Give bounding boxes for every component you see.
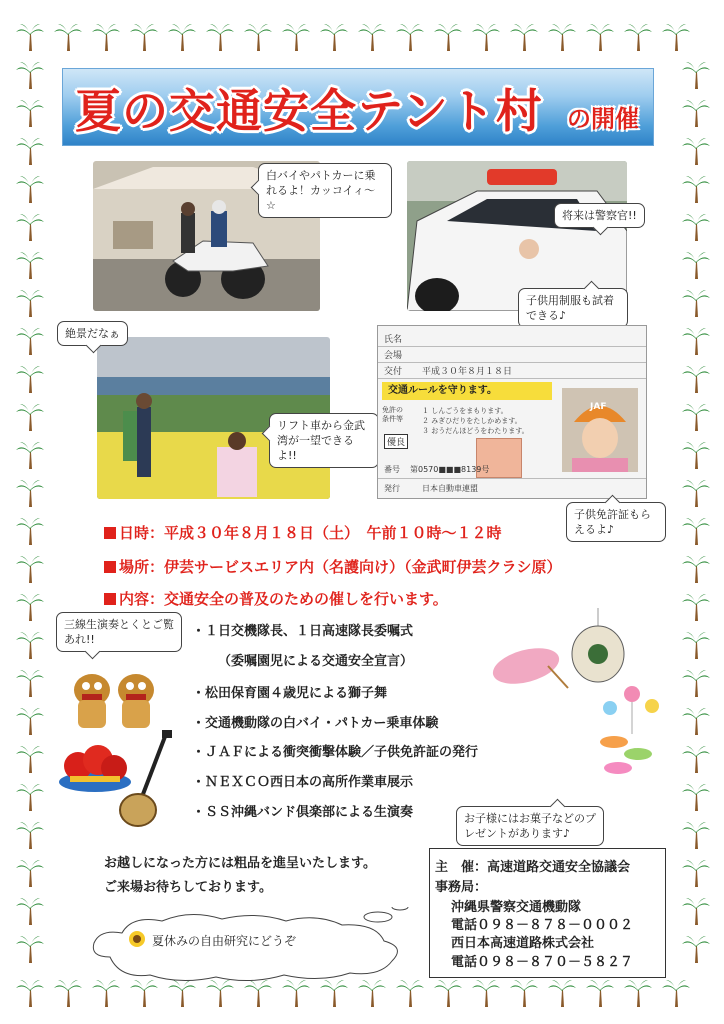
palm-tree-icon — [434, 978, 462, 1008]
palm-tree-icon — [662, 978, 690, 1008]
bullet-square-icon — [104, 593, 116, 605]
palm-tree-icon — [320, 22, 348, 52]
license-key: 氏名 — [384, 335, 403, 345]
palm-tree-icon — [682, 250, 710, 280]
palm-tree-icon — [16, 554, 44, 584]
palm-tree-icon — [682, 212, 710, 242]
palm-tree-icon — [682, 554, 710, 584]
palm-tree-icon — [586, 22, 614, 52]
palm-tree-icon — [16, 98, 44, 128]
program-item: ・１日交機隊長、１日高速隊長委嘱式 — [192, 624, 414, 639]
palm-tree-icon — [682, 744, 710, 774]
sunflower-icon — [128, 930, 146, 952]
banner-suffix: の開催 — [567, 105, 639, 133]
palm-tree-icon — [16, 744, 44, 774]
speech-bubble-shamisen: 三線生演奏とくとご覧あれ!! — [56, 612, 182, 652]
contact-org-nexco: 西日本高速道路株式会社 — [451, 936, 595, 951]
palm-tree-icon — [16, 136, 44, 166]
event-date-text: 日時：平成３０年８月１８日（土） 午前１０時～１２時 — [119, 524, 502, 542]
program-item: ・交通機動隊の白バイ・パトカー乗車体験 — [192, 716, 439, 731]
palm-tree-icon — [16, 706, 44, 736]
speech-bubble-motorbike: 白バイやパトカーに乗れるよ！カッコイィ～☆ — [258, 163, 392, 218]
license-condition: ３ おうだんほどうをわたります。 — [422, 427, 529, 435]
footer-welcome-text: ご来場お待ちしております。 — [104, 880, 272, 895]
license-condition: ２ みぎひだりをたしかめます。 — [422, 417, 522, 425]
license-row-name — [378, 330, 646, 347]
palm-tree-icon — [548, 22, 576, 52]
palm-tree-icon — [16, 326, 44, 356]
license-child-photo — [562, 388, 638, 472]
palm-tree-icon — [16, 592, 44, 622]
shisa-lion-icon — [70, 660, 160, 734]
palm-tree-icon — [16, 978, 44, 1008]
palm-tree-icon — [682, 326, 710, 356]
palm-tree-icon — [624, 978, 652, 1008]
speech-bubble-police: 将来は警察官!! — [554, 203, 645, 228]
event-place — [104, 556, 562, 577]
palm-tree-icon — [682, 288, 710, 318]
contact-tel-nexco: 電話０９８－８７０－５８２７ — [451, 955, 634, 970]
palm-tree-icon — [16, 402, 44, 432]
contact-host: 主 催：高速道路交通安全協議会 — [435, 860, 631, 875]
palm-tree-icon — [682, 706, 710, 736]
palm-tree-icon — [682, 858, 710, 888]
palm-tree-icon — [624, 22, 652, 52]
palm-tree-icon — [16, 440, 44, 470]
palm-tree-icon — [16, 858, 44, 888]
license-grade: 優良 — [384, 434, 408, 449]
palm-tree-icon — [682, 630, 710, 660]
palm-tree-icon — [510, 978, 538, 1008]
palm-tree-icon — [16, 60, 44, 90]
palm-tree-icon — [16, 934, 44, 964]
helmet-label: JAF — [590, 402, 607, 412]
palm-tree-icon — [682, 934, 710, 964]
palm-tree-icon — [682, 820, 710, 850]
contact-tel-police: 電話０９８－８７８－０００２ — [451, 918, 634, 933]
palm-tree-icon — [548, 978, 576, 1008]
child-license-card — [377, 325, 647, 499]
license-issuer: 日本自動車連盟 — [422, 484, 478, 493]
license-number: 第0570■■■8139号 — [410, 465, 490, 474]
palm-tree-icon — [682, 782, 710, 812]
palm-tree-icon — [16, 820, 44, 850]
palm-tree-icon — [682, 364, 710, 394]
license-key: 会場 — [384, 351, 403, 361]
palm-tree-icon — [206, 22, 234, 52]
speech-bubble-view: 絶景だなぁ — [57, 321, 128, 346]
palm-tree-icon — [510, 22, 538, 52]
license-divider — [378, 478, 646, 479]
license-conditions — [422, 406, 529, 436]
palm-tree-icon — [16, 630, 44, 660]
sanshin-icon — [118, 730, 178, 834]
event-content-text: 内容：交通安全の普及のための催しを行います。 — [119, 590, 448, 608]
palm-tree-icon — [16, 478, 44, 508]
speech-bubble-uniform: 子供用制服も試着できる♪ — [518, 288, 628, 328]
license-key: 交付 — [384, 367, 403, 377]
palm-tree-icon — [16, 782, 44, 812]
palm-tree-icon — [682, 402, 710, 432]
palm-tree-icon — [682, 478, 710, 508]
palm-tree-icon — [682, 592, 710, 622]
palm-tree-icon — [358, 22, 386, 52]
title-banner — [62, 68, 654, 146]
palm-tree-icon — [472, 22, 500, 52]
palm-tree-icon — [586, 978, 614, 1008]
bullet-square-icon — [104, 561, 116, 573]
palm-tree-icon — [16, 288, 44, 318]
event-place-text: 場所：伊芸サービスエリア内（名護向け）（金武町伊芸クラシ原） — [119, 558, 562, 576]
palm-tree-icon — [168, 22, 196, 52]
palm-tree-icon — [682, 440, 710, 470]
banner-title: 夏の交通安全テント村 — [75, 84, 543, 138]
speech-bubble-lift: リフト車から金武湾が一望できるよ!! — [269, 413, 379, 468]
palm-tree-icon — [130, 22, 158, 52]
palm-tree-icon — [54, 22, 82, 52]
program-item: ・ＪＡＦによる衝突衝撃体験／子供免許証の発行 — [192, 745, 479, 760]
palm-tree-icon — [682, 896, 710, 926]
license-value: 平成３０年８月１８日 — [422, 367, 513, 377]
footer-gift-text: お越しになった方には粗品を進呈いたします。 — [104, 856, 376, 871]
palm-tree-icon — [434, 22, 462, 52]
license-conditions-label: 免許の条件等 — [382, 406, 403, 423]
speech-bubble-sweets: お子様にはお菓子などのプレゼントがあります♪ — [456, 806, 604, 846]
event-content — [104, 588, 448, 609]
palm-tree-icon — [682, 136, 710, 166]
palm-tree-icon — [16, 364, 44, 394]
palm-tree-icon — [16, 668, 44, 698]
palm-tree-icon — [244, 22, 272, 52]
candy-icon — [588, 684, 668, 788]
license-rule: 交通ルールを守ります。 — [382, 382, 552, 400]
program-item: ・ＳＳ沖縄バンド倶楽部による生演奏 — [192, 805, 414, 820]
contact-org-police: 沖縄県警察交通機動隊 — [451, 900, 582, 915]
license-row-issued — [378, 362, 646, 379]
palm-tree-icon — [396, 22, 424, 52]
cloud-text: 夏休みの自由研究にどうぞ — [152, 934, 297, 948]
palm-tree-icon — [54, 978, 82, 1008]
palm-tree-icon — [682, 668, 710, 698]
program-item: （委嘱園児による交通安全宣言） — [218, 654, 414, 669]
palm-tree-icon — [662, 22, 690, 52]
palm-tree-icon — [282, 22, 310, 52]
palm-tree-icon — [16, 174, 44, 204]
palm-tree-icon — [16, 896, 44, 926]
palm-tree-icon — [472, 978, 500, 1008]
palm-tree-icon — [92, 22, 120, 52]
license-condition: １ しんごうをまもります。 — [422, 407, 508, 415]
program-item: ・松田保育園４歳児による獅子舞 — [192, 686, 388, 701]
contact-office-label: 事務局： — [435, 880, 488, 895]
speech-bubble-license: 子供免許証もらえるよ♪ — [566, 502, 666, 542]
palm-tree-icon — [682, 516, 710, 546]
bullet-square-icon — [104, 527, 116, 539]
palm-tree-icon — [682, 98, 710, 128]
license-row-venue — [378, 346, 646, 363]
palm-tree-icon — [16, 212, 44, 242]
palm-tree-icon — [682, 174, 710, 204]
palm-tree-icon — [682, 60, 710, 90]
license-number-label: 番号 — [384, 465, 400, 474]
event-date — [104, 522, 502, 543]
palm-tree-icon — [16, 250, 44, 280]
license-issuer-label: 発行 — [384, 484, 400, 493]
program-item: ・ＮＥＸＣＯ西日本の高所作業車展示 — [192, 775, 414, 790]
palm-tree-icon — [16, 22, 44, 52]
palm-tree-icon — [16, 516, 44, 546]
